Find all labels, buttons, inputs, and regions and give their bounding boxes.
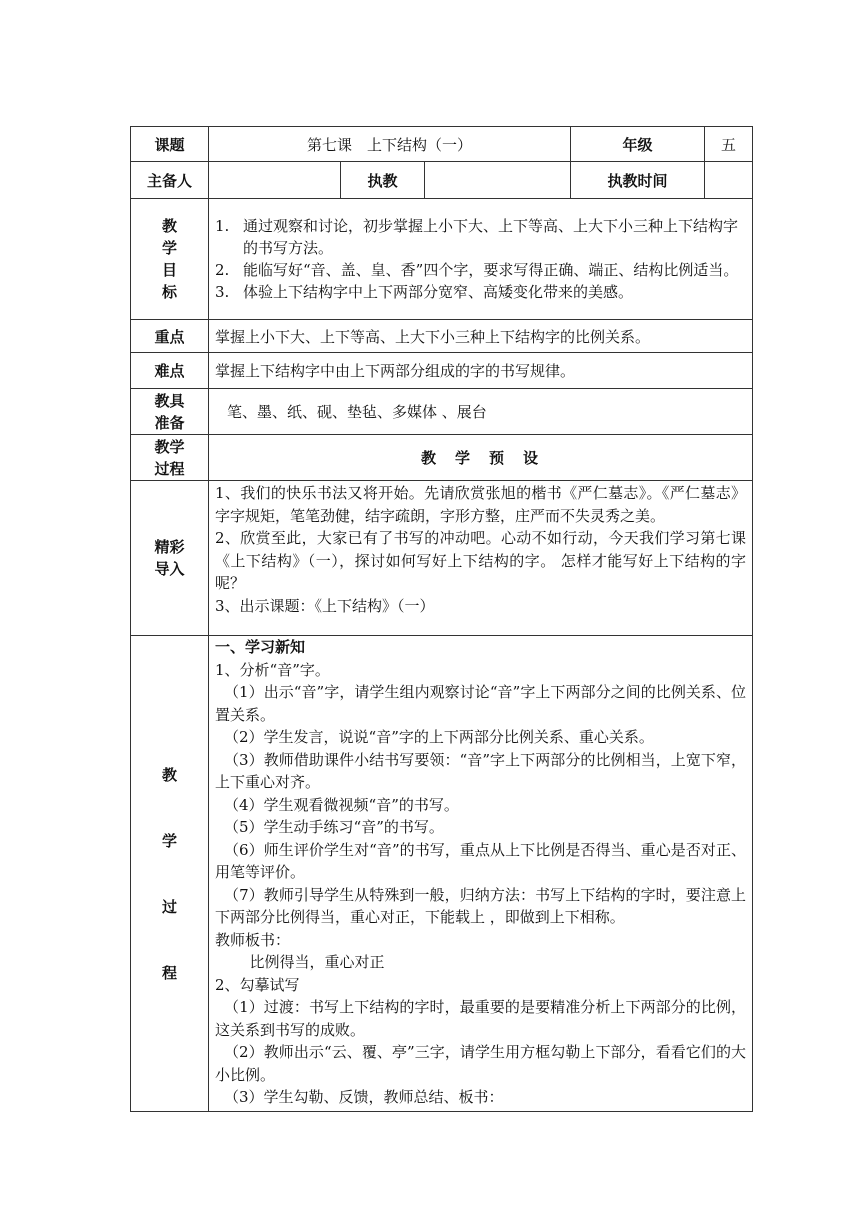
row-process	[131, 636, 753, 1112]
grade-label: 年级	[571, 127, 705, 162]
goal-item: 1. 通过观察和讨论，初步掌握上小下大、上下等高、上大下小三种上下结构字的书写方法。	[215, 217, 739, 257]
process-line: （3）教师借助课件小结书写要领：“音”字上下两部分的比例相当，上宽下窄，上下重心对齐。	[215, 750, 747, 791]
process-line: （4）学生观看微视频“音”的书写。	[224, 795, 459, 814]
intro-paragraph: 2、欣赏至此，大家已有了书写的冲动吧。心动不如行动，今天我们学习第七课《上下结构》（一），探讨如何写好上下结构的字。 怎样才能写好上下结构的字呢？	[215, 529, 747, 592]
tools-text: 笔、墨、纸、砚、垫毡、多媒体 、展台	[209, 389, 753, 435]
process-line: （1）过渡：书写上下结构的字时，最重要的是要精准分析上下两部分的比例，这关系到书写的成败。	[215, 998, 747, 1039]
row-process-header	[131, 435, 753, 481]
goals-label: 教 学 目 标	[131, 199, 209, 320]
planner-value	[209, 162, 341, 199]
topic-value: 第七课 上下结构（一）	[209, 127, 571, 162]
topic-label: 课题	[131, 127, 209, 162]
process-line: 1、分析“音”字。	[215, 660, 330, 679]
process-line: 教师板书：	[215, 930, 291, 949]
row-topic	[131, 127, 753, 162]
row-key-point	[131, 320, 753, 353]
planner-label: 主备人	[131, 162, 209, 199]
process-header-title: 教 学 预 设	[209, 435, 753, 481]
row-goals	[131, 199, 753, 320]
intro-paragraph: 1、我们的快乐书法又将开始。先请欣赏张旭的楷书《严仁墓志》。《严仁墓志》字字规矩，笔笔劲健，结字疏朗，字形方整，庄严而不失灵秀之美。	[215, 484, 747, 525]
grade-value: 五	[705, 127, 753, 162]
process-label: 教 学 过 程	[131, 636, 209, 1112]
intro-paragraph: 3、出示课题：《上下结构》（一）	[215, 596, 435, 615]
difficulty-label: 难点	[131, 353, 209, 389]
teacher-label: 执教	[341, 162, 425, 199]
key-point-text: 掌握上小下大、上下等高、上大下小三种上下结构字的比例关系。	[209, 320, 753, 353]
time-value	[705, 162, 753, 199]
section-title: 一、学习新知	[215, 638, 306, 656]
goals-list	[215, 215, 746, 303]
goal-item: 2. 能临写好“音、盖、皇、香”四个字，要求写得正确、端正、结构比例适当。	[215, 261, 739, 279]
process-line: （3）学生勾勒、反馈，教师总结、板书：	[224, 1088, 504, 1106]
process-content	[209, 636, 753, 1112]
goals-content	[209, 199, 753, 320]
intro-label: 精彩 导入	[131, 481, 209, 636]
process-line: （7）教师引导学生从特殊到一般，归纳方法：书写上下结构的字时，要注意上下两部分比例得当，重心对正，下能载上 ，即做到上下相称。	[215, 885, 747, 926]
time-label: 执教时间	[571, 162, 705, 199]
board-writing: 比例得当，重心对正	[249, 953, 385, 971]
process-line: 2、勾摹试写	[215, 975, 300, 994]
intro-content	[209, 481, 753, 636]
lesson-plan-table	[130, 126, 753, 1112]
process-line: （5）学生动手练习“音”的书写。	[224, 818, 444, 836]
row-tools	[131, 389, 753, 435]
teacher-value	[425, 162, 571, 199]
difficulty-text: 掌握上下结构字中由上下两部分组成的字的书写规律。	[209, 353, 753, 389]
goal-item: 3. 体验上下结构字中上下两部分宽窄、高矮变化带来的美感。	[215, 283, 634, 301]
row-intro	[131, 481, 753, 636]
process-line: （2）教师出示“云、覆、亭”三字，请学生用方框勾勒上下部分，看看它们的大小比例。	[215, 1043, 747, 1084]
row-planner	[131, 162, 753, 199]
row-difficulty	[131, 353, 753, 389]
process-header-label: 教学 过程	[131, 435, 209, 481]
key-point-label: 重点	[131, 320, 209, 353]
process-line: （6）师生评价学生对“音”的书写，重点从上下比例是否得当、重心是否对正、用笔等评价。	[215, 840, 747, 881]
process-line: （1）出示“音”字，请学生组内观察讨论“音”字上下两部分之间的比例关系、位置关系。	[215, 683, 747, 724]
process-line: （2）学生发言，说说“音”字的上下两部分比例关系、重心关系。	[224, 728, 654, 746]
tools-label: 教具 准备	[131, 389, 209, 435]
